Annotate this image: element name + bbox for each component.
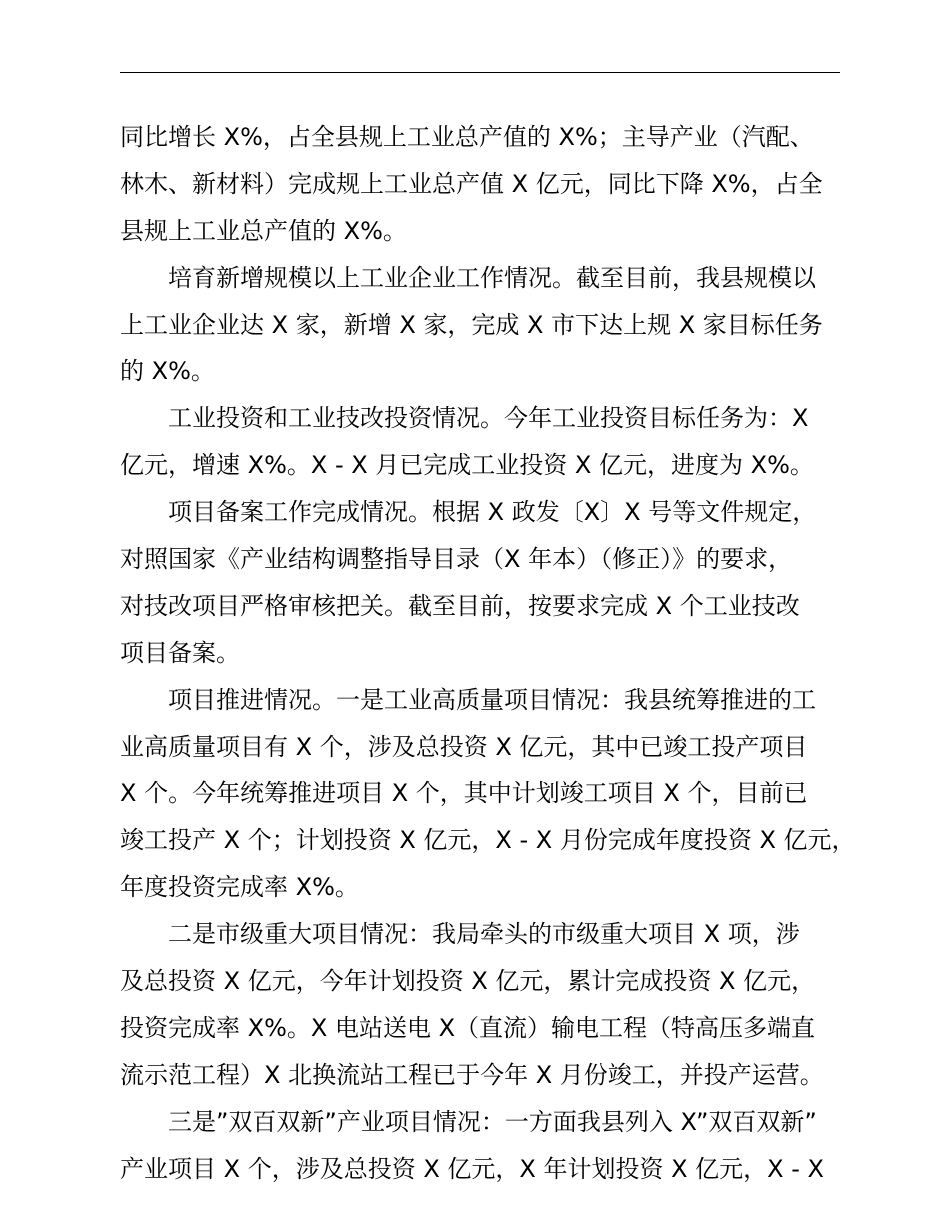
header-rule bbox=[120, 72, 840, 73]
text-line: 的 X%。 bbox=[120, 357, 215, 386]
text-line: 流示范工程）X 北换流站工程已于今年 X 月份竣工，并投产运营。 bbox=[120, 1060, 824, 1089]
text-line: 产业项目 X 个，涉及总投资 X 亿元，X 年计划投资 X 亿元，X - X bbox=[120, 1154, 824, 1183]
text-line: 林木、新材料）完成规上工业总产值 X 亿元，同比下降 X%，占全 bbox=[120, 169, 823, 198]
text-line: 亿元，增速 X%。X - X 月已完成工业投资 X 亿元，进度为 X%。 bbox=[120, 451, 814, 480]
text-line: 培育新增规模以上工业企业工作情况。截至目前，我县规模以 bbox=[168, 263, 816, 292]
text-line: 年度投资完成率 X%。 bbox=[120, 873, 359, 902]
text-line: 业高质量项目有 X 个，涉及总投资 X 亿元，其中已竣工投产项目 bbox=[120, 732, 808, 761]
text-line: 项目备案工作完成情况。根据 X 政发〔X〕X 号等文件规定， bbox=[168, 498, 817, 527]
text-line: X 个。今年统筹推进项目 X 个，其中计划竣工项目 X 个，目前已 bbox=[120, 779, 808, 808]
text-line: 及总投资 X 亿元，今年计划投资 X 亿元，累计完成投资 X 亿元， bbox=[120, 967, 816, 996]
document-body bbox=[120, 114, 860, 1192]
text-line: 投资完成率 X%。X 电站送电 X（直流）输电工程（特高压多端直 bbox=[120, 1013, 816, 1042]
text-line: 二是市级重大项目情况：我局牵头的市级重大项目 X 项，涉 bbox=[168, 920, 800, 949]
text-line: 对技改项目严格审核把关。截至目前，按要求完成 X 个工业技改 bbox=[120, 591, 800, 620]
text-line: 项目推进情况。一是工业高质量项目情况：我县统筹推进的工 bbox=[168, 685, 816, 714]
text-line: 项目备案。 bbox=[120, 638, 240, 667]
text-line: 竣工投产 X 个；计划投资 X 亿元，X - X 月份完成年度投资 X 亿元， bbox=[120, 826, 856, 855]
text-line: 对照国家《产业结构调整指导目录（X 年本）（修正）》的要求， bbox=[120, 545, 793, 574]
text-line: 三是”双百双新”产业项目情况：一方面我县列入 X”双百双新” bbox=[168, 1107, 817, 1136]
text-line: 工业投资和工业技改投资情况。今年工业投资目标任务为：X bbox=[168, 404, 809, 433]
text-line: 上工业企业达 X 家，新增 X 家，完成 X 市下达上规 X 家目标任务 bbox=[120, 310, 823, 339]
text-line: 同比增长 X%，占全县规上工业总产值的 X%；主导产业（汽配、 bbox=[120, 123, 814, 151]
text-line: 县规上工业总产值的 X%。 bbox=[120, 216, 407, 245]
